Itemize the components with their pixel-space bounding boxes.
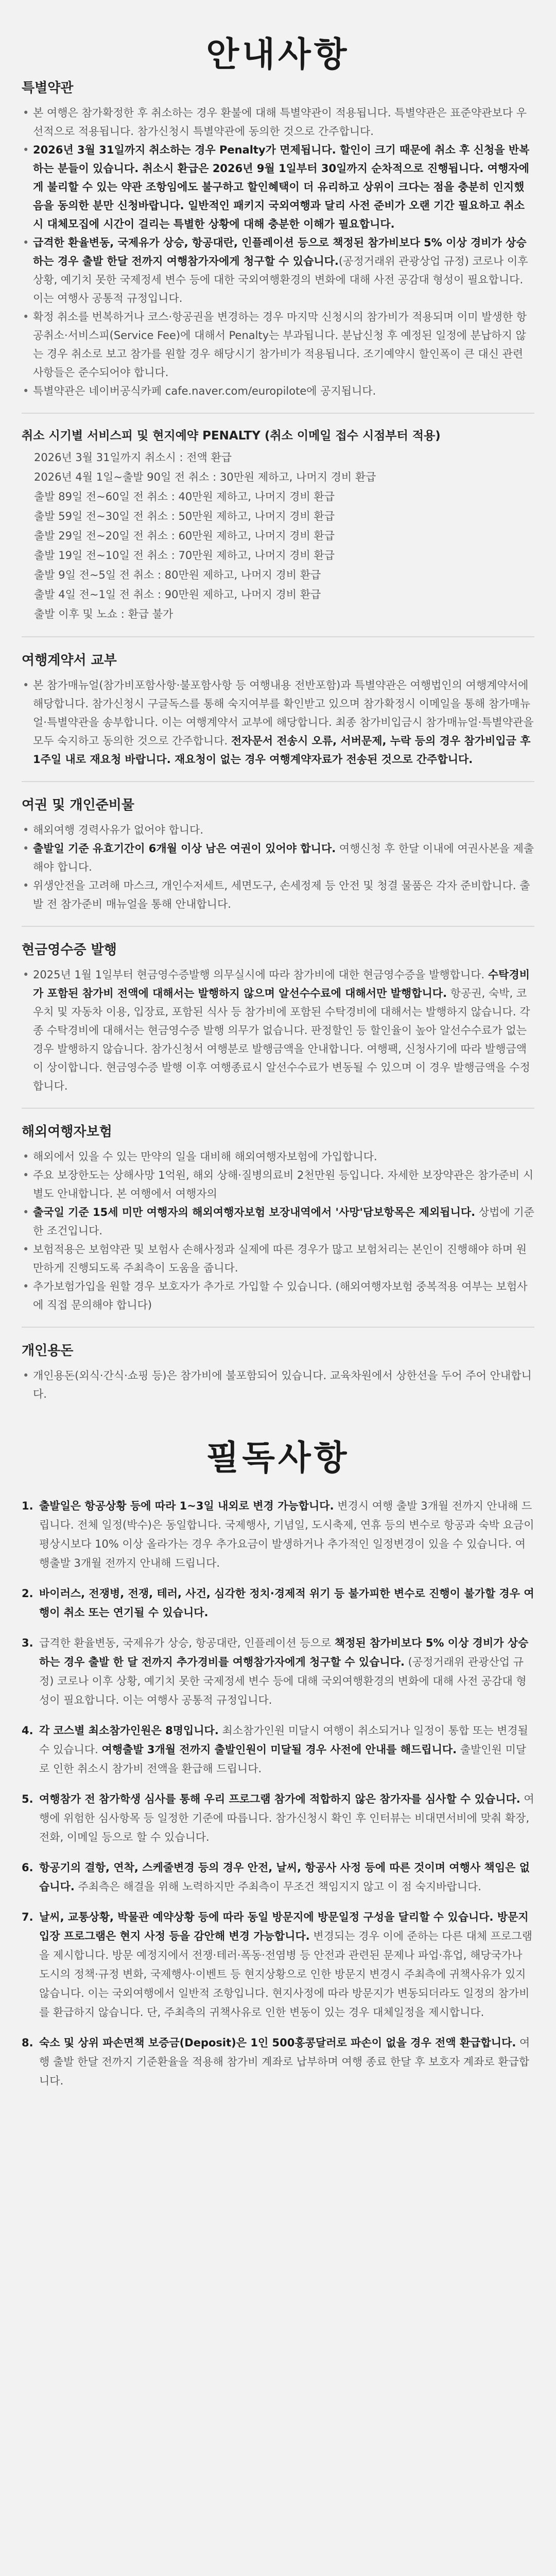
- divider: [22, 926, 534, 927]
- insurance-item: • 추가보험가입을 원할 경우 보호자가 추가로 가입할 수 있습니다. (해외여행자보험 중복적용 여부는 보험사에 직접 문의해야 합니다): [22, 1277, 534, 1314]
- divider: [22, 1108, 534, 1109]
- insurance-item: • 보험적용은 보험약관 및 보험사 손해사정과 실제에 따른 경우가 많고 보험처리는 본인이 진행해야 하며 원만하게 진행되도록 주최측이 도움을 줍니다.: [22, 1240, 534, 1277]
- divider: [22, 1327, 534, 1328]
- must-read-item: 6. 항공기의 결항, 연착, 스케줄변경 등의 경우 안전, 날씨, 항공사 사정 등에 따른 것이며 여행사 책임은 없습니다. 주최측은 해결을 위해 노력하지만 주최측이 무조건 책임지지 않고 이 점 숙지바랍니다.: [22, 1861, 530, 1893]
- penalty-line: 출발 9일 전~5일 전 취소 : 80만원 제하고, 나머지 경비 환급: [34, 569, 321, 581]
- penalty-line: 출발 이후 및 노쇼 : 환급 불가: [34, 608, 173, 620]
- insurance-item: • 해외에서 있을 수 있는 만약의 일을 대비해 해외여행자보험에 가입합니다.: [22, 1147, 534, 1166]
- penalty-block: [22, 426, 534, 624]
- must-read-item: 5. 여행참가 전 참가학생 심사를 통해 우리 프로그램 참가에 적합하지 않은 참가자를 심사할 수 있습니다. 여행에 위험한 심사항목 등 일정한 기준에 따릅니다. 참가신청시 확인 후 인터뷰는 비대면서비에 맞춰 확장, 전화, 이메일 등으로 할 수 있습니다.: [22, 1793, 534, 1843]
- penalty-heading: 취소 시기별 서비스피 및 현지예약 PENALTY (취소 이메일 접수 시점부터 적용): [22, 429, 441, 443]
- passport-block: [22, 794, 534, 913]
- penalty-line: 출발 19일 전~10일 전 취소 : 70만원 제하고, 나머지 경비 환급: [34, 549, 335, 562]
- special-terms-block: [22, 77, 534, 400]
- insurance-item: • 주요 보장한도는 상해사망 1억원, 해외 상해·질병의료비 2천만원 등입니다. 자세한 보장약관은 참가준비 시 별도 안내합니다. 본 여행에서 여행자의: [22, 1166, 534, 1203]
- must-read-item: 1. 출발일은 항공상황 등에 따라 1~3일 내외로 변경 가능합니다. 변경시 여행 출발 3개월 전까지 안내해 드립니다. 전체 일정(박수)은 동일합니다. 국제행사, 기념일, 도시축제, 연휴 등의 변수로 항공과 숙박 요금이 평상시보다 10% 이상 올라가는 경우 추가요금이 발생하거나 추가적인 일정변경이 있을 수 있습니다. 여행출발 3개월 전까지 안내해 드립니다.: [22, 1500, 534, 1569]
- special-terms-item: • 2026년 3월 31일까지 취소하는 경우 Penalty가 면제됩니다. 할인이 크기 때문에 취소 후 신청을 반복하는 분들이 있습니다. 취소시 환급은 2026년 9월 1일부터 30일까지 순차적으로 진행됩니다. 여행자에게 불리할 수 있는 약관 조항임에도 불구하고 할인혜택이 더 유리하고 상위이 크다는 점을 충분히 인지했음을 동의한 분만 신청바랍니다. 일반적인 패키지 국외여행과 달리 사전 준비가 오랜 기간 필요하고 취소시 대체모집에 시간이 걸리는 특별한 상황에 대해 충분한 이해가 필요합니다.: [22, 141, 534, 233]
- page-title: 안내사항: [206, 35, 350, 74]
- receipt-block: [22, 939, 534, 1095]
- insurance-block: [22, 1121, 534, 1314]
- personal-heading: 개인용돈: [22, 1343, 74, 1359]
- insurance-heading: 해외여행자보험: [22, 1124, 112, 1140]
- special-terms-item: • 확정 취소를 번복하거나 코스·항공권을 변경하는 경우 마지막 신청시의 참가비가 적용되며 이미 발생한 항공취소·서비스피(Service Fee)에 대해서 Penalty는 부과됩니다. 분납신청 후 예정된 일정에 분납하지 않는 경우 취소로 보고 참가를 원할 경우 해당시기 참가비가 적용됩니다. 조기예약시 할인폭이 큰 대신 관련 사항들은 준수되어야 합니다.: [22, 308, 534, 382]
- must-read-item: 8. 숙소 및 상위 파손면책 보증금(Deposit)은 1인 500홍콩달러로 파손이 없을 경우 전액 환급합니다. 여행 출발 한달 전까지 기준환율을 적용해 참가비 계좌로 납부하며 여행 종료 한달 후 보호자 계좌로 환급합니다.: [22, 2037, 530, 2087]
- divider: [22, 636, 534, 637]
- contract-block: [22, 650, 534, 769]
- special-terms-heading: 특별약관: [22, 80, 74, 96]
- passport-item: • 위생안전을 고려해 마스크, 개인수저세트, 세면도구, 손세정제 등 안전 및 청결 물품은 각자 준비합니다. 출발 전 참가준비 매뉴얼을 통해 안내합니다.: [22, 876, 534, 913]
- penalty-line: 출발 29일 전~20일 전 취소 : 60만원 제하고, 나머지 경비 환급: [34, 530, 335, 542]
- receipt-heading: 현금영수증 발행: [22, 942, 117, 958]
- contract-heading: 여행계약서 교부: [22, 653, 117, 668]
- special-terms-item: • 본 여행은 참가확정한 후 취소하는 경우 환불에 대해 특별약관이 적용됩니다. 특별약관은 표준약관보다 우선적으로 적용됩니다. 참가신청시 특별약관에 동의한 것으로 간주합니다.: [22, 104, 534, 141]
- must-read-item: 3. 급격한 환율변동, 국제유가 상승, 항공대란, 인플레이션 등으로 책정된 참가비보다 5% 이상 경비가 상승하는 경우 출발 한 달 전까지 추가경비를 여행참가자에게 청구할 수 있습니다. (공정거래위 관광산업 규정) 코로나 이후 상황, 예기치 못한 국제정세 변수 등에 대해 국외여행환경의 변화에 대해 사전 공감대 형성이 필요합니다. 이는 여행사 공통적 규정입니다.: [22, 1637, 529, 1706]
- must-read-item: 7. 날씨, 교통상황, 박물관 예약상황 등에 따라 동일 방문지에 방문일정 구성을 달리할 수 있습니다. 방문지 입장 프로그램은 현지 사정 등을 감안해 변경 가능합니다. 변경되는 경우 이에 준하는 다른 대체 프로그램을 제시합니다. 방문 예정지에서 전쟁·테러·폭동·전염병 등 안전과 관련된 문제나 파업·휴업, 해당국가나 도시의 정책·규정 변화, 국제행사·이벤트 등 현지상황으로 인한 방문지 변경시 주최측에 귀책사유가 있지 않습니다. 이는 국외여행에서 일반적 조항입니다. 현지사정에 따라 방문지가 변동되더라도 일정의 참가비를 환급하지 않습니다. 단, 주최측의 귀책사유로 인한 변동이 있는 경우 대체일정을 제시합니다.: [22, 1911, 532, 2019]
- divider: [22, 413, 534, 414]
- penalty-line: 2026년 4월 1일~출발 90일 전 취소 : 30만원 제하고, 나머지 경비 환급: [34, 471, 376, 483]
- personal-block: [22, 1340, 534, 1403]
- notice-section: [22, 77, 534, 1403]
- must-read-title: 필독사항: [206, 1438, 350, 1478]
- penalty-line: 출발 59일 전~30일 전 취소 : 50만원 제하고, 나머지 경비 환급: [34, 510, 335, 522]
- passport-item: • 출발일 기준 유효기간이 6개월 이상 남은 여권이 있어야 합니다. 여행신청 후 한달 이내에 여권사본을 제출해야 합니다.: [22, 839, 534, 876]
- passport-heading: 여권 및 개인준비물: [22, 798, 135, 813]
- special-terms-item: • 특별약관은 네이버공식카페 cafe.naver.com/europilote에 공지됩니다.: [22, 382, 534, 400]
- contract-item: • 본 참가매뉴얼(참가비포함사항·불포함사항 등 여행내용 전반포함)과 특별약관은 여행법인의 여행계약서에 해당합니다. 참가신청시 구글독스를 통해 숙지여부를 확인받고 있으며 참가확정시 이메일을 통해 참가매뉴얼·특별약관을 송부합니다. 이는 여행계약서 교부에 해당합니다. 최종 참가비입금시 참가매뉴얼·특별약관을 모두 숙지하고 동의한 것으로 간주합니다. 전자문서 전송시 오류, 서버문제, 누락 등의 경우 참가비입금 후 1주일 내로 재요청 바랍니다. 재요청이 없는 경우 여행계약자료가 전송된 것으로 간주합니다.: [22, 676, 534, 769]
- penalty-line: 출발 89일 전~60일 전 취소 : 40만원 제하고, 나머지 경비 환급: [34, 490, 335, 503]
- insurance-item: • 출국일 기준 15세 미만 여행자의 해외여행자보험 보장내역에서 '사망'담보항목은 제외됩니다. 상법에 기준한 조건입니다.: [22, 1203, 534, 1240]
- receipt-item: • 2025년 1월 1일부터 현금영수증발행 의무실시에 따라 참가비에 대한 현금영수증을 발행합니다. 수탁경비가 포함된 참가비 전액에 대해서는 발행하지 않으며 알선수수료에 대해서만 발행합니다. 항공권, 숙박, 코우치 및 자동차 이용, 입장료, 포함된 식사 등 참가비에 포함된 수탁경비에 대해서는 발행하지 않습니다. 각종 수탁경비에 대해서는 현금영수증 발행 의무가 없습니다. 판정할인 등 할인율이 높아 알선수수료가 없는 경우 발행하지 않습니다. 참가신청서 여행분로 발행금액을 안내합니다. 여행팩, 신청사기에 따라 발행금액이 상이합니다. 현금영수증 발행 이후 여행종료시 알선수수료가 변동될 수 있으며 이 경우 발행금액을 수정합니다.: [22, 965, 534, 1095]
- penalty-line: 출발 4일 전~1일 전 취소 : 90만원 제하고, 나머지 경비 환급: [34, 588, 321, 601]
- must-read-section: [22, 1497, 534, 2091]
- divider: [22, 781, 534, 782]
- special-terms-item: • 급격한 환율변동, 국제유가 상승, 항공대란, 인플레이션 등으로 책정된 참가비보다 5% 이상 경비가 상승하는 경우 출발 한달 전까지 여행참가자에게 청구할 수 있습니다.(공정거래위 관광상업 규정) 코로나 이후 상황, 예기치 못한 국제정세 변수 등에 대한 국외여행환경의 변화에 대해 사전 공감대 형성이 필요합니다. 이는 여행사 공통적 규정입니다.: [22, 233, 534, 308]
- passport-item: • 해외여행 경력사유가 없어야 합니다.: [22, 821, 534, 839]
- must-read-item: 2. 바이러스, 전쟁병, 전쟁, 테러, 사건, 심각한 정치·경제적 위기 등 불가피한 변수로 진행이 불가할 경우 여행이 취소 또는 연기될 수 있습니다.: [22, 1587, 534, 1619]
- penalty-line: 2026년 3월 31일까지 취소시 : 전액 환급: [34, 451, 232, 464]
- must-read-item: 4. 각 코스별 최소참가인원은 8명입니다. 최소참가인원 미달시 여행이 취소되거나 일정이 통합 또는 변경될 수 있습니다. 여행출발 3개월 전까지 출발인원이 미달될 경우 사전에 안내를 해드립니다. 출발인원 미달로 인한 취소시 참가비 전액을 환급해 드립니다.: [22, 1724, 528, 1775]
- personal-item: • 개인용돈(외식·간식·쇼핑 등)은 참가비에 불포함되어 있습니다. 교육차원에서 상한선을 두어 주어 안내합니다.: [22, 1366, 534, 1403]
